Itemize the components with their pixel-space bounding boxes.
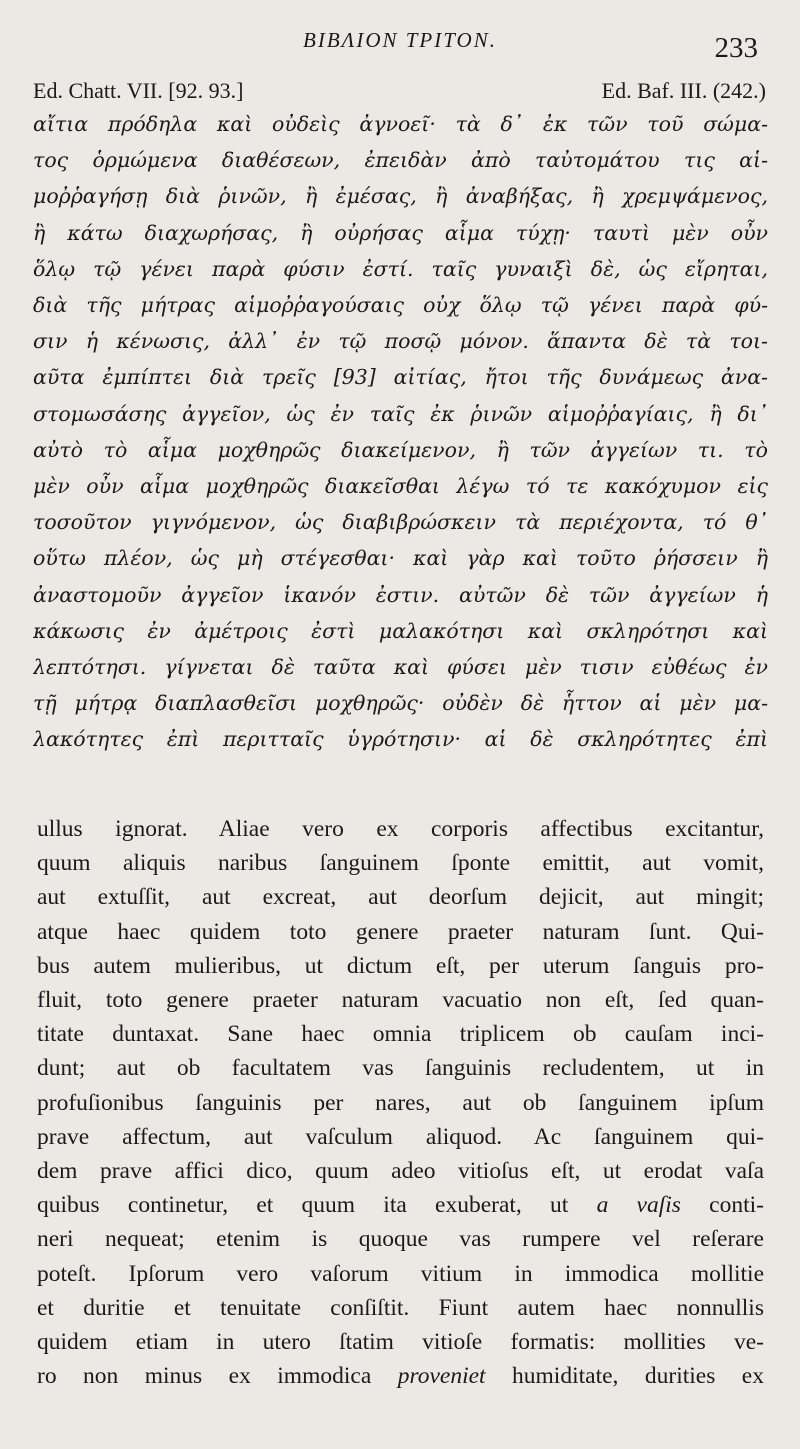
- greek-line: σιν ἡ κένωσις, ἀλλ᾽ ἐν τῷ ποσῷ μόνον. ἅπαντα δὲ τὰ τοι-: [33, 329, 768, 354]
- latin-italic-text: proveniet: [397, 1363, 486, 1390]
- greek-line: λεπτότησι. γίγνεται δὲ ταῦτα καὶ φύσει μὲν τισιν εὐθέως ἐν: [33, 655, 768, 680]
- latin-italic-text: a vaſis: [596, 1192, 681, 1219]
- latin-line: quidem etiam in utero ſtatim vitioſe formatis: mollities ve-: [37, 1329, 764, 1356]
- greek-line: αἴτια πρόδηλα καὶ οὐδεὶς ἀγνοεῖ· τὰ δ᾽ ἐκ τῶν τοῦ σώμα-: [33, 112, 768, 136]
- greek-line: ὅλῳ τῷ γένει παρὰ φύσιν ἐστί. ταῖς γυναιξὶ δὲ, ὡς εἴρηται,: [33, 256, 768, 281]
- latin-line: dem prave affici dico, quum adeo vitioſus eſt, ut erodat vaſa: [37, 1158, 764, 1185]
- latin-text: conti-: [709, 1192, 764, 1219]
- greek-line: ἢ κάτω διαχωρήσας, ἢ οὐρήσας αἷμα τύχῃ· ταυτὶ μὲν οὖν: [33, 220, 768, 245]
- latin-line: titate duntaxat. Sane haec omnia triplicem ob cauſam inci-: [37, 1021, 764, 1048]
- greek-line: μοῤῥαγήσῃ διὰ ῥινῶν, ἢ ἐμέσας, ἢ ἀναβήξας, ἢ χρεμψάμενος,: [33, 184, 768, 209]
- latin-line: atque haec quidem toto genere praeter naturam ſunt. Qui-: [37, 918, 764, 945]
- greek-line: ἀναστομοῦν ἀγγεῖον ἱκανόν ἐστιν. αὐτῶν δὲ τῶν ἀγγείων ἡ: [33, 582, 768, 607]
- greek-line: αὐτὸ τὸ αἷμα μοχθηρῶς διακείμενον, ἢ τῶν ἀγγείων τι. τὸ: [33, 437, 768, 462]
- latin-line-mixed: [37, 1359, 764, 1393]
- latin-line: dunt; aut ob facultatem vas ſanguinis recludentem, ut in: [37, 1055, 764, 1082]
- page-number: 233: [714, 32, 758, 64]
- greek-line: αῦτα ἐμπίπτει διὰ τρεῖς [93] αἰτίας, ἤτοι τῆς δυνάμεως ἀνα-: [33, 365, 768, 390]
- latin-line: fluit, toto genere praeter naturam vacuatio non eſt, ſed quan-: [37, 987, 764, 1014]
- latin-text: humiditate, durities ex: [512, 1363, 764, 1390]
- latin-line: quum aliquis naribus ſanguinem ſponte emittit, aut vomit,: [37, 850, 764, 877]
- latin-line: profuſionibus ſanguinis per nares, aut ob ſanguinem ipſum: [37, 1089, 764, 1116]
- greek-line: τος ὁρμώμενα διαθέσεων, ἐπειδὰν ἀπὸ ταὐτομάτου τις αἱ-: [33, 148, 768, 173]
- latin-translation-block: [37, 812, 764, 1393]
- latin-text: quibus continetur, et quum ita exuberat, ut: [37, 1192, 569, 1219]
- greek-line: οὕτω πλέον, ὡς μὴ στέγεσθαι· καὶ γὰρ καὶ τοῦτο ῥήσσειν ἢ: [33, 546, 768, 571]
- greek-line: κάκωσις ἐν ἀμέτροις ἐστὶ μαλακότησι καὶ σκληρότησι καὶ: [33, 618, 768, 643]
- latin-text: ro non minus ex immodica: [37, 1363, 372, 1390]
- edition-reference-chartier: Ed. Chatt. VII. [92. 93.]: [33, 78, 244, 103]
- greek-line: τῇ μήτρᾳ διαπλασθεῖσι μοχθηρῶς· οὐδὲν δὲ ἧττον αἱ μὲν μα-: [33, 691, 768, 716]
- latin-line: poteſt. Ipſorum vero vaſorum vitium in immodica mollitie: [37, 1260, 764, 1287]
- greek-line: στομωσάσης ἀγγεῖον, ὡς ἐν ταῖς ἐκ ῥινῶν αἱμοῤῥαγίαις, ἢ δι᾽: [33, 401, 768, 426]
- latin-line: ullus ignorat. Aliae vero ex corporis affectibus excitantur,: [37, 816, 764, 842]
- latin-line: et duritie et tenuitate conſiſtit. Fiunt autem haec nonnullis: [37, 1294, 764, 1321]
- latin-line: bus autem mulieribus, ut dictum eſt, per uterum ſanguis pro-: [37, 952, 764, 979]
- latin-line: neri nequeat; etenim is quoque vas rumpere vel reſerare: [37, 1226, 764, 1253]
- latin-line: prave affectum, aut vaſculum aliquod. Ac ſanguinem qui-: [37, 1123, 764, 1150]
- greek-text-block: [33, 106, 768, 758]
- latin-line: aut extuſſit, aut excreat, aut deorſum dejicit, aut mingit;: [37, 884, 764, 911]
- edition-reference-basel: Ed. Baf. III. (242.): [601, 78, 766, 103]
- greek-line: διὰ τῆς μήτρας αἱμοῤῥαγούσαις οὐχ ὅλῳ τῷ γένει παρὰ φύ-: [33, 293, 768, 318]
- greek-line: μὲν οὖν αἷμα μοχθηρῶς διακεῖσθαι λέγω τό τε κακόχυμον εἰς: [33, 474, 768, 499]
- greek-line: τοσοῦτον γιγνόμενον, ὡς διαβιβρώσκειν τὰ περιέχοντα, τό θ᾽: [33, 510, 768, 535]
- latin-line-mixed: [37, 1188, 764, 1222]
- greek-line: λακότητες ἐπὶ περιτταῖς ὑγρότησιν· αἱ δὲ σκληρότητες ἐπὶ: [33, 727, 768, 752]
- running-title: BIBΛΙΟΝ ΤΡΙΤΟΝ.: [303, 28, 497, 52]
